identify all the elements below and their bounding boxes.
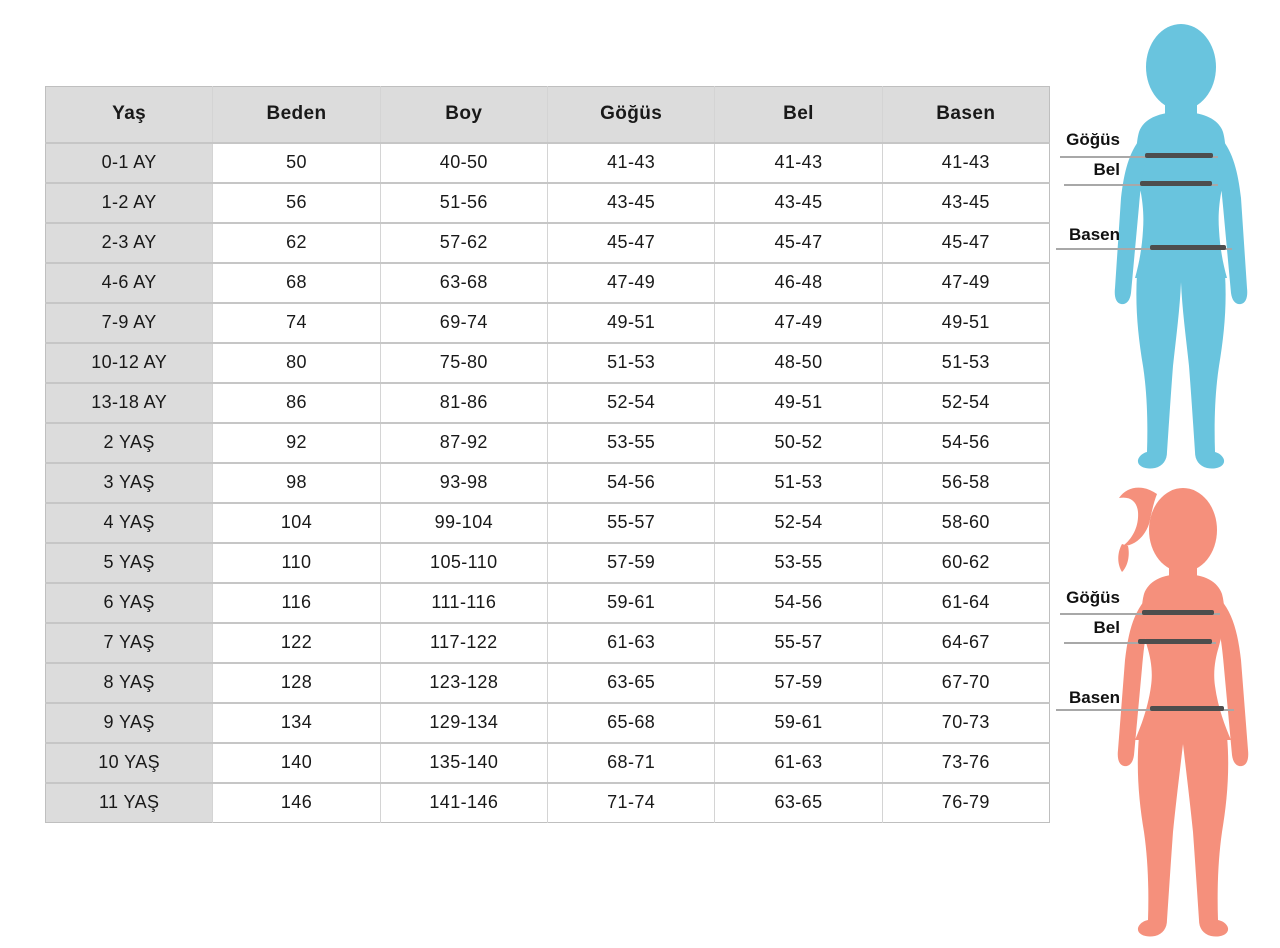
- data-cell: 55-57: [547, 503, 714, 543]
- data-cell: 54-56: [882, 423, 1049, 463]
- data-cell: 98: [213, 463, 380, 503]
- column-header-beden: Beden: [213, 87, 380, 143]
- data-cell: 93-98: [380, 463, 547, 503]
- data-cell: 57-62: [380, 223, 547, 263]
- row-label-cell: 10-12 AY: [46, 343, 213, 383]
- table-row: [46, 623, 1050, 663]
- data-cell: 59-61: [547, 583, 714, 623]
- data-cell: 50-52: [715, 423, 882, 463]
- data-cell: 53-55: [715, 543, 882, 583]
- data-cell: 54-56: [547, 463, 714, 503]
- column-header-basen: Basen: [882, 87, 1049, 143]
- data-cell: 56-58: [882, 463, 1049, 503]
- column-header-boy: Boy: [380, 87, 547, 143]
- data-cell: 99-104: [380, 503, 547, 543]
- header-row: [46, 87, 1050, 143]
- data-cell: 74: [213, 303, 380, 343]
- table-row: [46, 703, 1050, 743]
- row-label-cell: 0-1 AY: [46, 143, 213, 183]
- data-cell: 48-50: [715, 343, 882, 383]
- waist-measurement-label: Bel: [1093, 160, 1120, 179]
- data-cell: 45-47: [547, 223, 714, 263]
- data-cell: 45-47: [715, 223, 882, 263]
- hip-measure-line: [1150, 706, 1224, 711]
- row-label-cell: 3 YAŞ: [46, 463, 213, 503]
- data-cell: 111-116: [380, 583, 547, 623]
- data-cell: 87-92: [380, 423, 547, 463]
- data-cell: 49-51: [547, 303, 714, 343]
- hip-measure-line: [1150, 245, 1226, 250]
- data-cell: 55-57: [715, 623, 882, 663]
- girl-body-silhouette: [1091, 478, 1271, 948]
- hip-measurement-label: Basen: [1068, 225, 1120, 244]
- row-label-cell: 2 YAŞ: [46, 423, 213, 463]
- data-cell: 81-86: [380, 383, 547, 423]
- data-cell: 41-43: [715, 143, 882, 183]
- data-cell: 43-45: [547, 183, 714, 223]
- chest-measurement-label: Göğüs: [1066, 130, 1120, 149]
- waist-measure-line: [1140, 181, 1212, 186]
- size-table-body: [46, 143, 1050, 823]
- data-cell: 52-54: [715, 503, 882, 543]
- table-row: [46, 543, 1050, 583]
- row-label-cell: 2-3 AY: [46, 223, 213, 263]
- data-cell: 128: [213, 663, 380, 703]
- data-cell: 63-65: [715, 783, 882, 823]
- data-cell: 86: [213, 383, 380, 423]
- row-label-cell: 7-9 AY: [46, 303, 213, 343]
- data-cell: 73-76: [882, 743, 1049, 783]
- data-cell: 45-47: [882, 223, 1049, 263]
- table-row: [46, 223, 1050, 263]
- table-row: [46, 303, 1050, 343]
- table-row: [46, 783, 1050, 823]
- row-label-cell: 7 YAŞ: [46, 623, 213, 663]
- data-cell: 68: [213, 263, 380, 303]
- data-cell: 41-43: [547, 143, 714, 183]
- data-cell: 60-62: [882, 543, 1049, 583]
- data-cell: 63-68: [380, 263, 547, 303]
- row-label-cell: 1-2 AY: [46, 183, 213, 223]
- data-cell: 92: [213, 423, 380, 463]
- data-cell: 117-122: [380, 623, 547, 663]
- data-cell: 71-74: [547, 783, 714, 823]
- data-cell: 56: [213, 183, 380, 223]
- data-cell: 61-63: [715, 743, 882, 783]
- table-row: [46, 383, 1050, 423]
- data-cell: 141-146: [380, 783, 547, 823]
- data-cell: 50: [213, 143, 380, 183]
- data-cell: 146: [213, 783, 380, 823]
- data-cell: 80: [213, 343, 380, 383]
- data-cell: 58-60: [882, 503, 1049, 543]
- data-cell: 123-128: [380, 663, 547, 703]
- data-cell: 61-64: [882, 583, 1049, 623]
- data-cell: 41-43: [882, 143, 1049, 183]
- chest-measurement-label: Göğüs: [1066, 588, 1120, 607]
- table-row: [46, 423, 1050, 463]
- column-header-gogus: Göğüs: [547, 87, 714, 143]
- table-row: [46, 503, 1050, 543]
- data-cell: 52-54: [882, 383, 1049, 423]
- row-label-cell: 13-18 AY: [46, 383, 213, 423]
- table-row: [46, 263, 1050, 303]
- child-body-silhouette: [1091, 20, 1271, 480]
- row-label-cell: 6 YAŞ: [46, 583, 213, 623]
- data-cell: 49-51: [882, 303, 1049, 343]
- data-cell: 57-59: [547, 543, 714, 583]
- table-row: [46, 183, 1050, 223]
- data-cell: 43-45: [715, 183, 882, 223]
- data-cell: 104: [213, 503, 380, 543]
- table-row: [46, 663, 1050, 703]
- girl-silhouette-figure: [1050, 478, 1280, 948]
- data-cell: 46-48: [715, 263, 882, 303]
- data-cell: 49-51: [715, 383, 882, 423]
- data-cell: 110: [213, 543, 380, 583]
- table-row: [46, 463, 1050, 503]
- data-cell: 51-53: [715, 463, 882, 503]
- data-cell: 40-50: [380, 143, 547, 183]
- data-cell: 76-79: [882, 783, 1049, 823]
- column-header-yas: Yaş: [46, 87, 213, 143]
- data-cell: 67-70: [882, 663, 1049, 703]
- row-label-cell: 4 YAŞ: [46, 503, 213, 543]
- row-label-cell: 5 YAŞ: [46, 543, 213, 583]
- data-cell: 134: [213, 703, 380, 743]
- data-cell: 57-59: [715, 663, 882, 703]
- chest-measure-line: [1145, 153, 1213, 158]
- row-label-cell: 11 YAŞ: [46, 783, 213, 823]
- size-table-header: [46, 87, 1050, 143]
- data-cell: 62: [213, 223, 380, 263]
- data-cell: 116: [213, 583, 380, 623]
- data-cell: 122: [213, 623, 380, 663]
- data-cell: 61-63: [547, 623, 714, 663]
- data-cell: 47-49: [882, 263, 1049, 303]
- data-cell: 64-67: [882, 623, 1049, 663]
- data-cell: 105-110: [380, 543, 547, 583]
- table-row: [46, 143, 1050, 183]
- data-cell: 140: [213, 743, 380, 783]
- column-header-bel: Bel: [715, 87, 882, 143]
- data-cell: 51-53: [882, 343, 1049, 383]
- size-chart-table: [45, 86, 1050, 823]
- child-silhouette-figure: [1050, 20, 1280, 480]
- table-row: [46, 743, 1050, 783]
- row-label-cell: 9 YAŞ: [46, 703, 213, 743]
- data-cell: 59-61: [715, 703, 882, 743]
- waist-measure-line: [1138, 639, 1212, 644]
- data-cell: 47-49: [715, 303, 882, 343]
- data-cell: 75-80: [380, 343, 547, 383]
- data-cell: 135-140: [380, 743, 547, 783]
- data-cell: 70-73: [882, 703, 1049, 743]
- data-cell: 65-68: [547, 703, 714, 743]
- table-row: [46, 343, 1050, 383]
- row-label-cell: 10 YAŞ: [46, 743, 213, 783]
- data-cell: 129-134: [380, 703, 547, 743]
- data-cell: 54-56: [715, 583, 882, 623]
- data-cell: 43-45: [882, 183, 1049, 223]
- chest-measure-line: [1142, 610, 1214, 615]
- data-cell: 51-53: [547, 343, 714, 383]
- row-label-cell: 4-6 AY: [46, 263, 213, 303]
- data-cell: 63-65: [547, 663, 714, 703]
- data-cell: 51-56: [380, 183, 547, 223]
- data-cell: 68-71: [547, 743, 714, 783]
- data-cell: 52-54: [547, 383, 714, 423]
- hip-measurement-label: Basen: [1068, 688, 1120, 707]
- data-cell: 47-49: [547, 263, 714, 303]
- data-cell: 53-55: [547, 423, 714, 463]
- waist-measurement-label: Bel: [1093, 618, 1120, 637]
- data-cell: 69-74: [380, 303, 547, 343]
- table-row: [46, 583, 1050, 623]
- row-label-cell: 8 YAŞ: [46, 663, 213, 703]
